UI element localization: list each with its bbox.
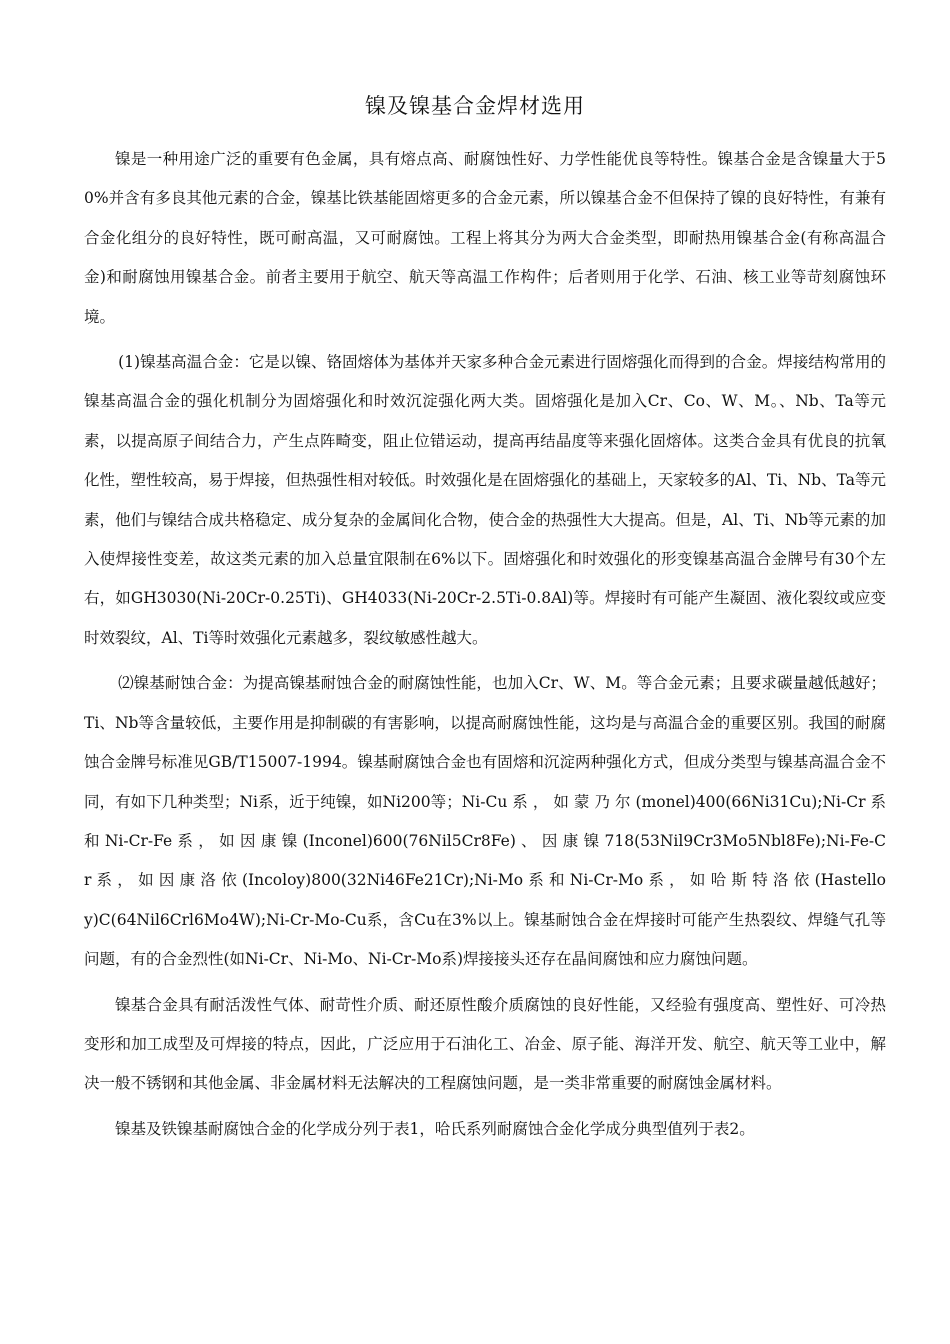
paragraph-table-reference: 镍基及铁镍基耐腐蚀合金的化学成分列于表1，哈氏系列耐腐蚀合金化学成分典型值列于表2。 [115,1119,755,1138]
paragraph-intro: 镍是一种用途广泛的重要有色金属，具有熔点高、耐腐蚀性好、力学性能优良等特性。镍基合金是含镍量大于50%并含有多良其他元素的合金，镍基比铁基能固熔更多的合金元素，所以镍基合金不但保持了镍的良好特性，有兼有合金化组分的良好特性，既可耐高温，又可耐腐蚀。工程上将其分为两大合金类型，即耐热用镍基合金(有称高温合金)和耐腐蚀用镍基合金。前者主要用于航空、航天等高温工作构件；后者则用于化学、石油、核工业等苛刻腐蚀环境。 [84,150,886,326]
paragraph-corrosion-alloy: ⑵镍基耐蚀合金：为提高镍基耐蚀合金的耐腐蚀性能，也加入Cr、W、M。等合金元素；且要求碳量越低越好；Ti、Nb等含量较低，主要作用是抑制碳的有害影响，以提高耐腐蚀性能，这均是与高温合金的重要区别。我国的耐腐蚀合金牌号标准见GB/T15007-1994。镍基耐腐蚀合金也有固熔和沉淀两种强化方式，但成分类型与镍基高温合金不同，有如下几种类型；Ni系，近于纯镍，如Ni200等；Ni-Cu 系 ， 如 蒙 乃 尔 (monel)400(66Ni31Cu);Ni-Cr 系 和 Ni-Cr-Fe 系 ， 如 因 康 镍 (Inconel)600(76Nil5Cr8Fe) 、 因 康 镍 718(53Nil9Cr3Mo5Nbl8Fe);Ni-Fe-Cr 系 ， 如 因 康 洛 依 (Incoloy)800(32Ni46Fe21Cr);Ni-Mo 系 和 Ni-Cr-Mo 系 ， 如 哈 斯 特 洛 依 (Hastelloy)C(64Nil6Crl6Mo4W);Ni-Cr-Mo-Cu系，含Cu在3%以上。镍基耐蚀合金在焊接时可能产生热裂纹、焊缝气孔等问题，有的合金烈性(如Ni-Cr、Ni-Mo、Ni-Cr-Mo系)焊接接头还存在晶间腐蚀和应力腐蚀问题。 [84,674,886,969]
document-title: 镍及镍基合金焊材选用 [365,94,585,118]
document-body [84,140,886,1155]
paragraph-high-temp-alloy: (1)镍基高温合金：它是以镍、铬固熔体为基体并天家多种合金元素进行固熔强化而得到的合金。焊接结构常用的镍基高温合金的强化机制分为固熔强化和时效沉淀强化两大类。固熔强化是加入Cr、Co、W、M。、Nb、Ta等元素，以提高原子间结合力，产生点阵畸变，阻止位错运动，提高再结晶度等来强化固熔体。这类合金具有优良的抗氧化性，塑性较高，易于焊接，但热强性相对较低。时效强化是在固熔强化的基础上，天家较多的Al、Ti、Nb、Ta等元素，他们与镍结合成共格稳定、成分复杂的金属间化合物，使合金的热强性大大提高。但是，Al、Ti、Nb等元素的加入使焊接性变差，故这类元素的加入总量宜限制在6%以下。固熔强化和时效强化的形变镍基高温合金牌号有30个左右，如GH3030(Ni-20Cr-0.25Ti)、GH4033(Ni-20Cr-2.5Ti-0.8Al)等。焊接时有可能产生凝固、液化裂纹或应变时效裂纹，Al、Ti等时效强化元素越多，裂纹敏感性越大。 [84,353,886,647]
paragraph-applications: 镍基合金具有耐活泼性气体、耐苛性介质、耐还原性酸介质腐蚀的良好性能，又经验有强度高、塑性好、可冷热变形和加工成型及可焊接的特点，因此，广泛应用于石油化工、冶金、原子能、海洋开发、航空、航天等工业中，解决一般不锈钢和其他金属、非金属材料无法解决的工程腐蚀问题，是一类非常重要的耐腐蚀金属材料。 [84,995,886,1093]
